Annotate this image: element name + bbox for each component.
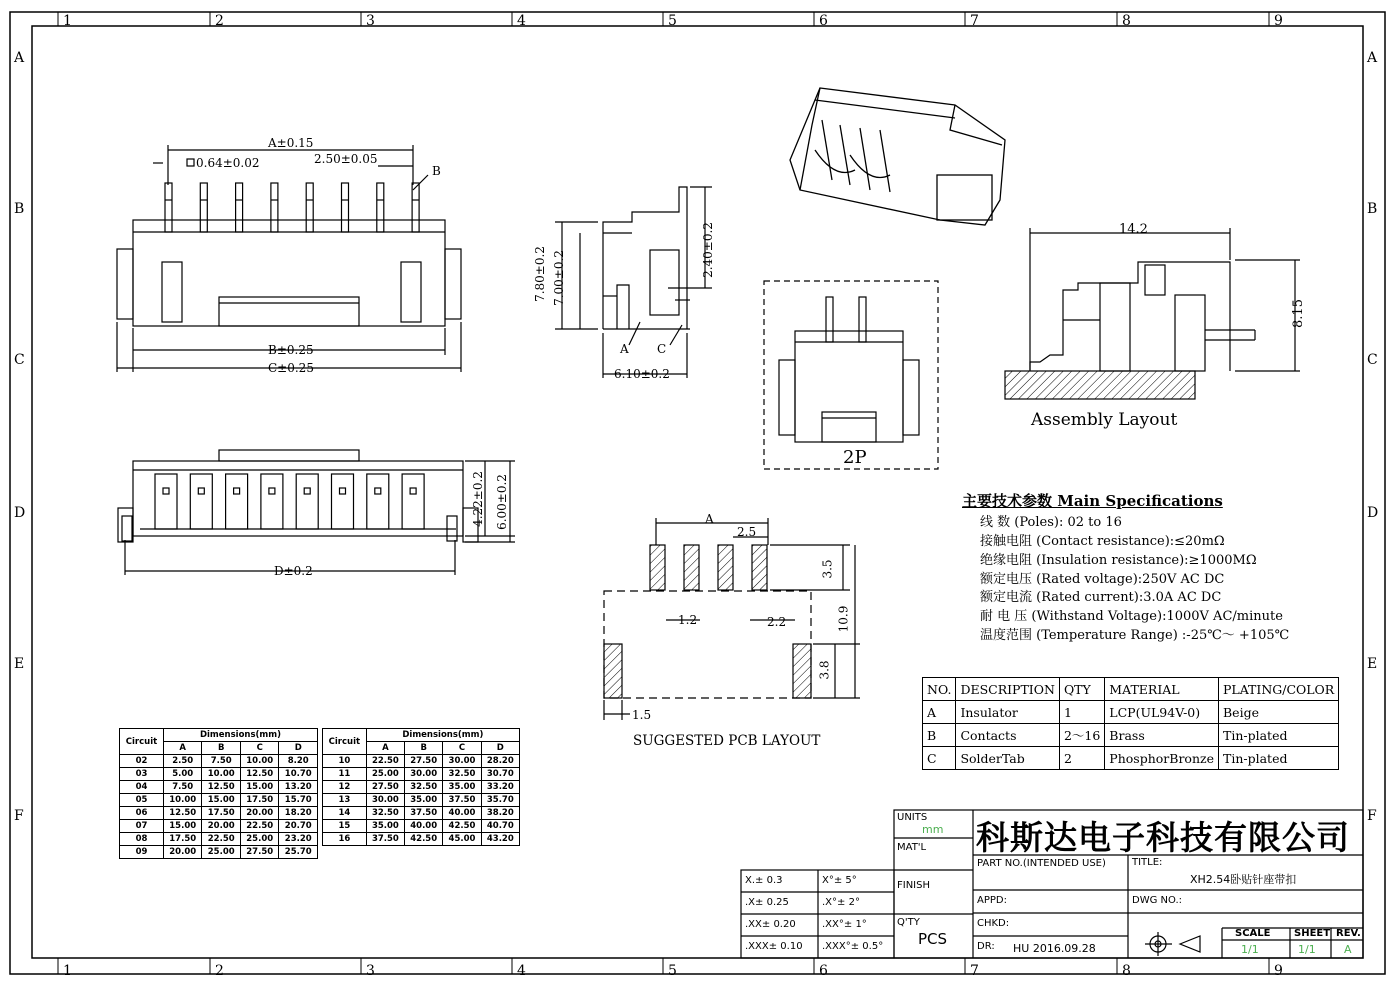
specs-title: 主要技术参数 Main Specifications [962, 492, 1223, 510]
qty-value: PCS [918, 930, 948, 948]
bom-header-cell: QTY [1059, 678, 1104, 701]
dim-cell: 25.00 [240, 833, 279, 846]
dim-cell: 15 [323, 820, 367, 833]
spec-line: 绝缘电阻 (Insulation resistance):≥1000MΩ [980, 553, 1257, 568]
pcb-pad [650, 545, 665, 590]
dr-value: HU 2016.09.28 [1013, 942, 1096, 955]
dim-cell: 30.00 [405, 768, 443, 781]
dim-row [323, 768, 520, 781]
dim-cell: 27.50 [405, 755, 443, 768]
spec-line: 接触电阻 (Contact resistance):≤20mΩ [980, 534, 1225, 549]
dim-cell: 06 [120, 807, 164, 820]
dim-cell: 32.50 [405, 781, 443, 794]
spec-line: 额定电流 (Rated current):3.0A AC DC [980, 590, 1222, 605]
dim-cell: 13.20 [279, 781, 318, 794]
material-label: MAT'L [897, 842, 927, 853]
dim-cell: 12.50 [202, 781, 241, 794]
dim-cell: 25.70 [279, 846, 318, 859]
frame-column-label: 8 [1122, 13, 1131, 29]
dim-cell: 22.50 [240, 820, 279, 833]
dim-cell: 18.20 [279, 807, 318, 820]
connector-pin-tip [198, 488, 204, 494]
connector-pin-tip [234, 488, 240, 494]
dim-cell: 04 [120, 781, 164, 794]
bom-cell: B [923, 724, 956, 747]
dim-cell: 25.00 [202, 846, 241, 859]
dim-cell: 28.20 [481, 755, 519, 768]
frame-row-label: B [1367, 201, 1378, 217]
connector-pin [271, 183, 278, 232]
dim-cell: 7.50 [163, 781, 202, 794]
dim-row [120, 833, 318, 846]
dim-cell: 15.70 [279, 794, 318, 807]
dim-cell: 16 [323, 833, 367, 846]
connector-pin-tip [269, 488, 275, 494]
rev-label: REV. [1336, 928, 1361, 939]
dim-cell: 35.70 [481, 794, 519, 807]
bom-header-cell: NO. [923, 678, 956, 701]
dim-row [323, 807, 520, 820]
assembly-dim-width: 14.2 [1119, 222, 1148, 237]
spec-line: 线 数 (Poles): 02 to 16 [980, 515, 1122, 530]
bom-header-cell: DESCRIPTION [956, 678, 1060, 701]
bom-row [923, 701, 1339, 724]
dim-col-header: B [405, 742, 443, 755]
dim-circuit-header: Circuit [323, 729, 367, 755]
dim-row [323, 794, 520, 807]
frame-column-label: 1 [63, 13, 72, 29]
bom-header-cell: PLATING/COLOR [1218, 678, 1338, 701]
frame-column-label: 4 [517, 13, 526, 29]
tolerance-left-3: .XXX± 0.10 [745, 941, 803, 952]
front-label-b: B [432, 164, 441, 178]
dim-col-header: A [163, 742, 202, 755]
bottom-dim-d: D±0.2 [274, 564, 313, 578]
frame-column-label: 7 [970, 963, 979, 979]
frame-column-label: 5 [668, 13, 677, 29]
connector-pin-tip [163, 488, 169, 494]
dim-cell: 11 [323, 768, 367, 781]
dimensions-table-left [119, 728, 318, 859]
frame-row-label: A [14, 50, 25, 66]
connector-pin-tip [304, 488, 310, 494]
dim-cell: 40.00 [443, 807, 481, 820]
frame-row-label: E [14, 656, 25, 672]
dim-cell: 17.50 [202, 807, 241, 820]
dim-cell: 22.50 [202, 833, 241, 846]
connector-pin [342, 183, 349, 232]
dim-cell: 10.00 [240, 755, 279, 768]
scale-value: 1/1 [1241, 943, 1259, 956]
dim-cell: 42.50 [443, 820, 481, 833]
spec-line: 温度范围 (Temperature Range) :-25℃～ +105℃ [980, 628, 1290, 643]
two-pin-view [764, 281, 938, 469]
dim-cell: 37.50 [366, 833, 404, 846]
side-dim-width: 6.10±0.2 [614, 367, 670, 381]
side-dim-height1: 7.80±0.2 [532, 246, 547, 302]
dim-cell: 37.50 [443, 794, 481, 807]
dim-col-header: C [240, 742, 279, 755]
dim-cell: 38.20 [481, 807, 519, 820]
frame-column-label: 8 [1122, 963, 1131, 979]
bom-cell: Contacts [956, 724, 1060, 747]
pcb-pad [684, 545, 699, 590]
sheet-value: 1/1 [1298, 943, 1316, 956]
tolerance-left-1: .X± 0.25 [745, 897, 789, 908]
pcb-pad [752, 545, 767, 590]
dim-cell: 14 [323, 807, 367, 820]
bottom-dim-h1: 4.22±0.2 [470, 471, 485, 527]
pcb-dim-total: 10.9 [836, 605, 851, 633]
front-dim-a: A±0.15 [268, 136, 314, 150]
dim-cell: 10.00 [202, 768, 241, 781]
dim-cell: 23.20 [279, 833, 318, 846]
dim-row [120, 768, 318, 781]
dim-cell: 17.50 [240, 794, 279, 807]
side-view [555, 187, 712, 378]
connector-slot [367, 474, 389, 529]
assembly-dim-height: 8.15 [1290, 299, 1306, 328]
bom-cell: A [923, 701, 956, 724]
dim-cell: 27.50 [240, 846, 279, 859]
dim-cell: 05 [120, 794, 164, 807]
dim-row [323, 755, 520, 768]
frame-row-label: E [1367, 656, 1378, 672]
connector-pin-tip [375, 488, 381, 494]
dim-row [120, 846, 318, 859]
assembly-title: Assembly Layout [1031, 410, 1178, 430]
connector-slot [296, 474, 318, 529]
frame-column-label: 7 [970, 13, 979, 29]
dim-cell: 35.00 [443, 781, 481, 794]
dim-cell: 12.50 [240, 768, 279, 781]
dim-cell: 12 [323, 781, 367, 794]
dim-group-header: Dimensions(mm) [163, 729, 317, 742]
dim-cell: 43.20 [481, 833, 519, 846]
tolerance-left-0: X.± 0.3 [745, 875, 783, 886]
chkd-label: CHKD: [977, 918, 1010, 929]
bom-header-row [923, 678, 1339, 701]
dim-cell: 12.50 [163, 807, 202, 820]
tolerance-right-1: .X°± 2° [822, 897, 860, 908]
tolerance-right-3: .XXX°± 0.5° [822, 941, 884, 952]
iso-view [790, 88, 1005, 225]
dim-cell: 40.00 [405, 820, 443, 833]
frame-row-label: F [14, 808, 24, 824]
dim-cell: 10 [323, 755, 367, 768]
front-dim-b: B±0.25 [268, 343, 314, 357]
dim-cell: 35.00 [405, 794, 443, 807]
pcb-dim-pad-h: 3.5 [820, 559, 835, 579]
bom-cell: 2 [1059, 747, 1104, 770]
dim-cell: 2.50 [163, 755, 202, 768]
dim-cell: 8.20 [279, 755, 318, 768]
dim-cell: 40.70 [481, 820, 519, 833]
dim-cell: 37.50 [405, 807, 443, 820]
frame-row-label: F [1367, 808, 1377, 824]
dim-cell: 7.50 [202, 755, 241, 768]
connector-pin [236, 183, 243, 232]
side-label-c: C [657, 342, 667, 356]
dr-label: DR: [977, 941, 995, 952]
dim-col-header: B [202, 742, 241, 755]
dimensions-table-right [322, 728, 520, 846]
dim-cell: 32.50 [366, 807, 404, 820]
connector-slot [226, 474, 248, 529]
frame-row-label: D [14, 505, 26, 521]
dim-row [120, 781, 318, 794]
dim-cell: 10.70 [279, 768, 318, 781]
side-dim-top: 2.40±0.2 [700, 222, 715, 278]
spec-line: 耐 电 压 (Withstand Voltage):1000V AC/minute [980, 609, 1283, 624]
dim-cell: 15.00 [202, 794, 241, 807]
company-name: 科斯达电子科技有限公司 [976, 818, 1350, 857]
dim-cell: 20.70 [279, 820, 318, 833]
frame-row-label: C [1367, 352, 1378, 368]
dwg-no-label: DWG NO.: [1132, 895, 1183, 906]
frame-column-label: 4 [517, 963, 526, 979]
dim-cell: 20.00 [163, 846, 202, 859]
dim-header-row [323, 729, 520, 742]
connector-pin [200, 183, 207, 232]
dim-cell: 03 [120, 768, 164, 781]
connector-pin [377, 183, 384, 232]
dim-row [120, 794, 318, 807]
part-no-label: PART NO.(INTENDED USE) [977, 858, 1106, 869]
bom-cell: PhosphorBronze [1105, 747, 1219, 770]
frame-column-label: 3 [366, 963, 375, 979]
connector-slot [332, 474, 354, 529]
frame-row-label: B [14, 201, 25, 217]
frame-column-label: 9 [1274, 13, 1283, 29]
dim-col-header: D [481, 742, 519, 755]
frame-row-label: A [1367, 50, 1378, 66]
bom-table [922, 677, 1339, 770]
frame-row-label: C [14, 352, 25, 368]
frame-column-label: 3 [366, 13, 375, 29]
bom-cell: SolderTab [956, 747, 1060, 770]
appd-label: APPD: [977, 895, 1007, 906]
pcb-dim-pitch: 2.5 [737, 525, 757, 539]
dim-cell: 42.50 [405, 833, 443, 846]
connector-slot [402, 474, 424, 529]
dim-cell: 33.20 [481, 781, 519, 794]
frame-column-label: 2 [215, 963, 224, 979]
title-value: XH2.54卧贴针座带扣 [1190, 873, 1297, 886]
dim-cell: 10.00 [163, 794, 202, 807]
dim-col-header: D [279, 742, 318, 755]
dim-cell: 17.50 [163, 833, 202, 846]
dim-cell: 35.00 [366, 820, 404, 833]
frame-column-label: 2 [215, 13, 224, 29]
frame-column-label: 9 [1274, 963, 1283, 979]
connector-slot [155, 474, 177, 529]
bom-row [923, 747, 1339, 770]
dim-cell: 07 [120, 820, 164, 833]
bom-cell: Brass [1105, 724, 1219, 747]
front-dim-pitch: 2.50±0.05 [314, 152, 378, 166]
title-label: TITLE: [1132, 857, 1163, 868]
dim-cell: 45.00 [443, 833, 481, 846]
connector-pin-tip [410, 488, 416, 494]
assembly-view [1005, 228, 1300, 399]
dim-row [323, 833, 520, 846]
pcb-title: SUGGESTED PCB LAYOUT [633, 733, 821, 749]
dim-cell: 08 [120, 833, 164, 846]
dim-cell: 32.50 [443, 768, 481, 781]
dim-cell: 13 [323, 794, 367, 807]
pcb-dim-pad-w: 1.2 [678, 613, 698, 627]
dim-cell: 20.00 [202, 820, 241, 833]
connector-pin [412, 183, 419, 232]
pcb-dim-tab-h: 3.8 [817, 660, 832, 680]
dim-row [120, 820, 318, 833]
dim-header-row [120, 729, 318, 742]
dim-row [120, 807, 318, 820]
connector-slot [261, 474, 283, 529]
dim-row [120, 755, 318, 768]
bom-cell: Tin-plated [1218, 724, 1338, 747]
units-label: UNITS [897, 812, 928, 823]
bom-cell: LCP(UL94V-0) [1105, 701, 1219, 724]
bom-cell: 2～16 [1059, 724, 1104, 747]
dim-cell: 22.50 [366, 755, 404, 768]
tolerance-right-0: X°± 5° [822, 875, 857, 886]
dim-circuit-header: Circuit [120, 729, 164, 755]
tolerance-left-2: .XX± 0.20 [745, 919, 796, 930]
connector-slot [190, 474, 212, 529]
dim-row [323, 781, 520, 794]
bom-cell: C [923, 747, 956, 770]
pcb-dim-gap: 2.2 [767, 615, 787, 629]
dim-cell: 27.50 [366, 781, 404, 794]
bom-cell: Insulator [956, 701, 1060, 724]
frame-column-label: 6 [819, 13, 828, 29]
dim-cell: 25.00 [366, 768, 404, 781]
side-dim-height2: 7.00±0.2 [551, 250, 566, 306]
bom-cell: Tin-plated [1218, 747, 1338, 770]
qty-label: Q'TY [897, 917, 920, 928]
dim-cell: 20.00 [240, 807, 279, 820]
dim-cell: 30.00 [443, 755, 481, 768]
rev-value: A [1344, 943, 1352, 956]
bom-header-cell: MATERIAL [1105, 678, 1219, 701]
spec-line: 额定电压 (Rated voltage):250V AC DC [980, 572, 1225, 587]
bom-cell: 1 [1059, 701, 1104, 724]
dim-cell: 5.00 [163, 768, 202, 781]
dim-cell: 02 [120, 755, 164, 768]
front-view [117, 145, 461, 372]
bom-row [923, 724, 1339, 747]
units-value: mm [922, 823, 944, 836]
side-label-a: A [620, 342, 629, 356]
dim-col-header: A [366, 742, 404, 755]
pcb-dim-tab-w: 1.5 [632, 708, 652, 722]
frame-column-label: 1 [63, 963, 72, 979]
bom-cell: Beige [1218, 701, 1338, 724]
connector-pin [165, 183, 172, 232]
dim-cell: 30.70 [481, 768, 519, 781]
frame-row-label: D [1367, 505, 1379, 521]
frame-column-label: 6 [819, 963, 828, 979]
dim-cell: 30.00 [366, 794, 404, 807]
connector-pin-tip [340, 488, 346, 494]
pcb-pad [718, 545, 733, 590]
finish-label: FINISH [897, 880, 930, 891]
dim-cell: 09 [120, 846, 164, 859]
front-dim-c: C±0.25 [268, 361, 314, 375]
scale-label: SCALE [1235, 928, 1271, 939]
two-pin-label: 2P [843, 447, 867, 468]
bottom-dim-h2: 6.00±0.2 [494, 474, 509, 530]
pcb-dim-a: A [705, 512, 714, 526]
sheet-label: SHEET [1294, 928, 1331, 939]
bottom-view [118, 450, 515, 575]
dim-cell: 15.00 [163, 820, 202, 833]
frame-column-label: 5 [668, 963, 677, 979]
dim-cell: 15.00 [240, 781, 279, 794]
front-dim-pin: 0.64±0.02 [196, 156, 260, 170]
connector-pin [306, 183, 313, 232]
pcb-layout [604, 518, 860, 720]
tolerance-right-2: .XX°± 1° [822, 919, 867, 930]
dim-row [323, 820, 520, 833]
dim-group-header: Dimensions(mm) [366, 729, 519, 742]
dim-col-header: C [443, 742, 481, 755]
